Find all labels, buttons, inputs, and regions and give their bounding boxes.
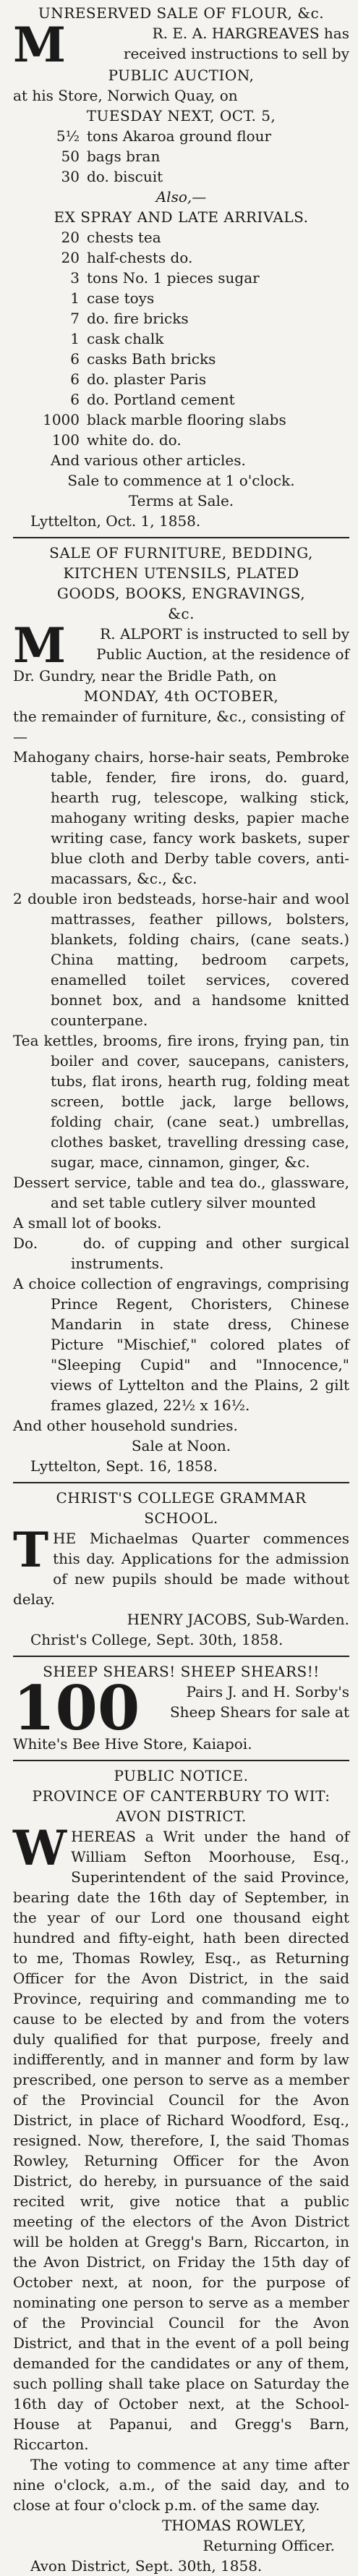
- list-item: 20 chests tea: [61, 229, 161, 246]
- ad-heading: PUBLIC NOTICE.: [114, 1767, 249, 1784]
- list-item: 20 half-chests do.: [61, 249, 193, 266]
- furniture-sale-ad: [13, 543, 354, 1476]
- commence-line: Sale to commence at 1 o'clock.: [67, 472, 295, 489]
- noon-line: Sale at Noon.: [131, 1437, 231, 1454]
- list-item: And other household sundries.: [13, 1417, 238, 1434]
- drop-cap: T: [13, 1522, 49, 1578]
- divider: [13, 537, 349, 538]
- also-line: Also,—: [155, 188, 207, 206]
- ad-heading: KITCHEN UTENSILS, PLATED: [63, 564, 299, 582]
- intro-line: Public Auction, at the residence of: [96, 645, 349, 663]
- intro-line: received instructions to sell by: [123, 45, 349, 62]
- intro-line: R. ALPORT is instructed to sell by: [100, 625, 349, 643]
- body-first: HEREAS a Writ under the hand of William Sefton Moorhouse,: [71, 1828, 349, 1865]
- body-line: Sheep Shears for sale at: [169, 1703, 349, 1721]
- list-item: 1 case toys: [70, 289, 155, 307]
- drop-cap: W: [13, 1820, 67, 1876]
- divider: [13, 1656, 349, 1657]
- list-item: Do. do. of cupping and other surgical instruments.: [13, 1234, 354, 1272]
- list-item: 30 do. biscuit: [61, 168, 163, 185]
- residence-line: Dr. Gundry, near the Bridle Path, on: [13, 667, 277, 685]
- ad-heading: PROVINCE OF CANTERBURY TO WIT:: [32, 1787, 331, 1805]
- various-line: And various other articles.: [51, 452, 246, 469]
- ad-heading: SALE OF FURNITURE, BEDDING,: [49, 544, 313, 562]
- ad-heading: &c.: [168, 605, 195, 622]
- list-item: 6 casks Bath bricks: [70, 350, 216, 368]
- dateline: Christ's College, Sept. 30th, 1858.: [30, 1631, 284, 1648]
- ad-heading: SCHOOL.: [144, 1509, 218, 1527]
- grammar-school-ad: [13, 1488, 349, 1650]
- list-item: Mahogany chairs, horse-hair seats, Pembroke table, fender, fire irons, do. guard, hearth rug, telescope, walking stick, mahogany writing desks, papier mache writing case, fancy work baskets, super blue cloth and Derby table covers, anti-macassars, &c., &c.: [13, 748, 349, 887]
- items-list: [13, 227, 349, 450]
- ad-heading: CHRIST'S COLLEGE GRAMMAR: [56, 1489, 307, 1507]
- list-item: 1 cask chalk: [70, 330, 164, 347]
- list-item: Tea kettles, brooms, fire irons, frying pan, tin boiler and cover, saucepans, canisters, tubs, flat irons, hearth rug, folding meat screen, bottle jack, large bellows, folding chair, (cane seat.) umbrellas, clothes basket, travelling dressing case, sugar, mace, cinnamon, ginger, &c.: [13, 1032, 349, 1171]
- list-item: 7 do. fire bricks: [70, 310, 189, 327]
- body-line: Pairs J. and H. Sorby's: [186, 1683, 349, 1700]
- flour-sale-ad: [13, 3, 349, 531]
- ad-heading: GOODS, BOOKS, ENGRAVINGS,: [56, 585, 306, 602]
- body-text: this day. Applications for the admission of new pupils should be made without delay.: [13, 1550, 349, 1608]
- dateline: Lyttelton, Sept. 16, 1858.: [30, 1457, 218, 1475]
- store-line: at his Store, Norwich Quay, on: [13, 87, 238, 104]
- remainder-line: the remainder of furniture, &c., consisting of—: [13, 708, 345, 745]
- items-list: [13, 126, 349, 187]
- list-item: 3 tons No. 1 pieces sugar: [70, 269, 260, 287]
- ad-heading: AVON DISTRICT.: [116, 1808, 247, 1825]
- list-item: A small lot of books.: [13, 1214, 162, 1232]
- dateline: Lyttelton, Oct. 1, 1858.: [30, 512, 201, 530]
- subheading: EX SPRAY AND LATE ARRIVALS.: [54, 208, 309, 226]
- list-item: 6 do. Portland cement: [70, 391, 235, 408]
- drop-number: 100: [13, 1672, 140, 1744]
- signer: THOMAS ROWLEY,: [161, 2517, 306, 2534]
- sheep-shears-ad: [13, 1661, 349, 1754]
- dateline: Avon District, Sept. 30th, 1858.: [30, 2557, 263, 2575]
- sale-date: TUESDAY NEXT, OCT. 5,: [86, 107, 276, 124]
- voting-paragraph: The voting to commence at any time after nine o'clock, a.m., of the said day, and to close at four o'clock p.m. of the same day.: [13, 2456, 349, 2514]
- sale-date: MONDAY, 4th OCTOBER,: [83, 687, 279, 705]
- list-item: 1000 black marble flooring slabs: [43, 411, 286, 428]
- list-item: 50 bags bran: [61, 148, 161, 165]
- list-item: 100 white do. do.: [51, 431, 182, 449]
- signer: HENRY JACOBS, Sub-Warden.: [127, 1611, 349, 1628]
- list-item: 5½ tons Akaroa ground flour: [56, 127, 272, 145]
- body-first: HE Michaelmas Quarter commences: [53, 1530, 349, 1547]
- list-item: 6 do. plaster Paris: [70, 370, 207, 388]
- divider: [13, 1482, 349, 1483]
- terms-line: Terms at Sale.: [128, 492, 234, 509]
- body-text: Esq., Superintendent of the said Province, bearing date the 16th day of September, in the year of our Lord one thousand eight hundred and fifty-eight, hath been directed to me, Thomas Rowley, Esq., as Returning Officer for the Avon District, in the said Province, requiring and commanding me to cause to be elected by and from the voters duly qualified for that purpose, freely and indifferently, and in manner and form by law prescribed, one person to serve as a member of the Provincial Council for the Avon District, in place of Richard Woodford, Esq., resigned. Now, therefore, I, the said Thomas Rowley, Returning Officer for the Avon District, do hereby, in pursuance of the said recited writ, give notice that a public meeting of the electors of the Avon District will be holden at Gregg's Barn, Riccarton, in the Avon District, on Friday the 15th day of October next, at noon, for the purpose of nominating one person to serve as a member of the Provincial Council for the Avon District, and that in the event of a poll being demanded for the candidates or any of them, such polling shall take place on Saturday the 16th day of October next, at the School-House at Papanui, and Gregg's Barn, Riccarton.: [13, 1848, 349, 2453]
- list-item: A choice collection of engravings, comprising Prince Regent, Choristers, Chinese Mandarin in state dress, Chinese Picture "Mischief," colored plates of "Sleeping Cupid" and "Innocence," views of Lyttelton and the Plains, 2 gilt frames glazed, 22½ x 16½.: [13, 1275, 349, 1414]
- drop-cap: M: [13, 617, 67, 674]
- list-item: Dessert service, table and tea do., glassware, and set table cutlery silver mounted: [13, 1174, 349, 1211]
- intro-line: R. E. A. HARGREAVES has: [152, 25, 349, 42]
- body-line: White's Bee Hive Store, Kaiapoi.: [13, 1735, 252, 1753]
- drop-cap: M: [13, 17, 67, 73]
- auction-line: PUBLIC AUCTION,: [108, 67, 255, 84]
- list-item: 2 double iron bedsteads, horse-hair and wool mattrasses, feather pillows, bolsters, blankets, folding chairs, (cane seats.) China matting, bedroom carpets, enamelled toilet services, covered bonnet box, and a handsome knitted counterpane.: [13, 890, 349, 1029]
- signer-role: Returning Officer.: [203, 2537, 335, 2554]
- ad-heading: SHEEP SHEARS! SHEEP SHEARS!!: [43, 1663, 320, 1680]
- ad-heading: UNRESERVED SALE OF FLOUR, &c.: [38, 4, 325, 22]
- public-notice-ad: [13, 1766, 349, 2576]
- divider: [13, 1760, 349, 1761]
